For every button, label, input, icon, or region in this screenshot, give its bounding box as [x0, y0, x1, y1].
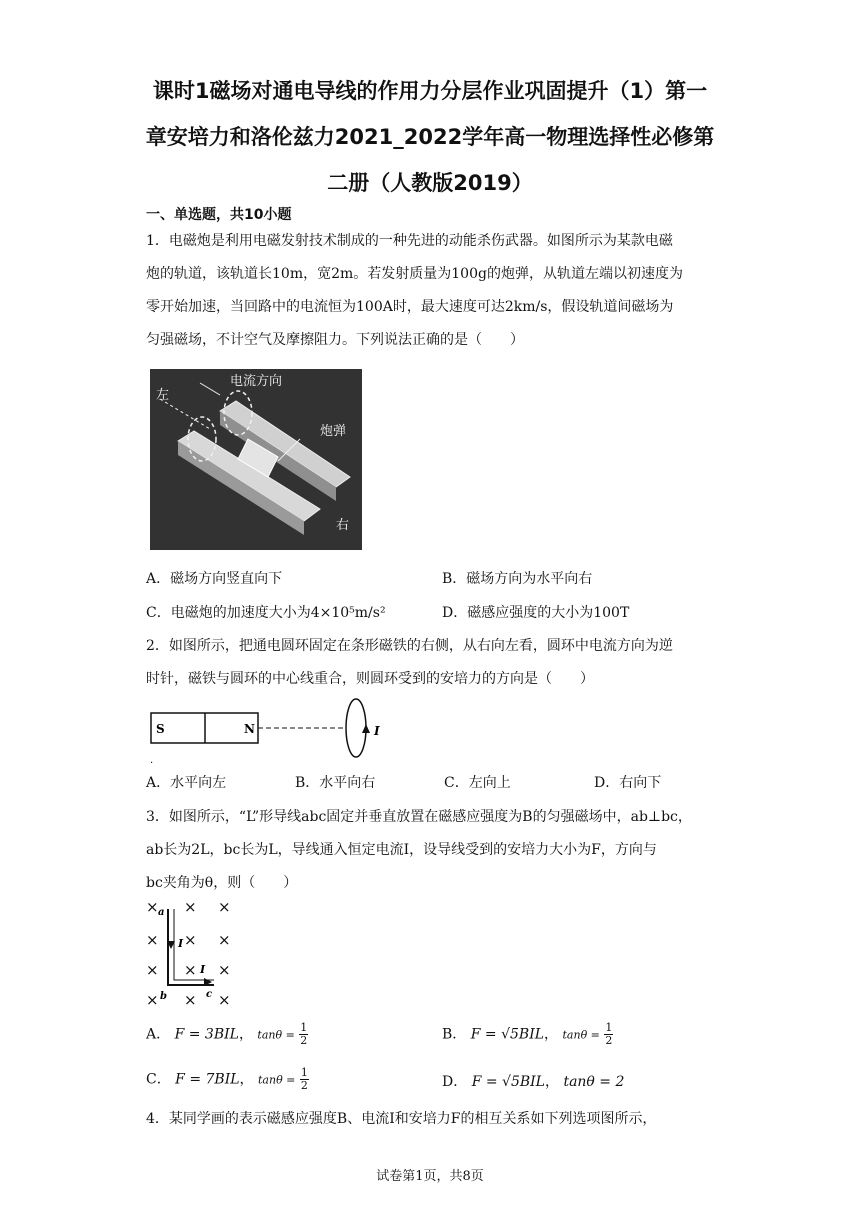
title-line: 课时1磁场对通电导线的作用力分层作业巩固提升（1）第一 [152, 79, 708, 103]
svg-text:×: × [146, 991, 159, 1007]
label-current-direction: 电流方向 [230, 374, 283, 389]
south-pole-label: S [156, 722, 165, 736]
title-line: 章安培力和洛伦兹力2021_2022学年高一物理选择性必修第 [145, 125, 715, 149]
fraction: $\frac{1}{2}$ [300, 1021, 308, 1047]
point-c-label: c [206, 989, 213, 1000]
option-force-formula: F = √5BIL [470, 1026, 545, 1043]
q2-option-d[interactable]: D．右向下 [594, 775, 662, 791]
label-shell: 炮弹 [320, 424, 347, 439]
text-line: 3．如图所示，“L”形导线abc固定并垂直放置在磁感应强度为B的匀强磁场中，ab⊥bc， [146, 809, 692, 825]
text-line: 2．如图所示，把通电圆环固定在条形磁铁的右侧，从右向左看，圆环中电流方向为逆 [146, 638, 673, 654]
svg-text:×: × [184, 961, 197, 979]
page-footer: 试卷第1页，共8页 [376, 1169, 484, 1184]
option-prefix: B． [442, 1026, 467, 1043]
q3-option-b[interactable]: B． F = √5BIL， tanθ = $\frac{1}{2}$ [442, 1021, 613, 1047]
svg-text:.: . [150, 755, 154, 766]
current-label-horizontal: I [200, 963, 206, 976]
point-b-label: b [160, 991, 167, 1002]
q1-option-a[interactable]: A．磁场方向竖直向下 [146, 571, 283, 587]
text-line: 4．某同学画的表示磁感应强度B、电流I和安培力F的相互关系如下列选项图所示， [146, 1111, 657, 1127]
magnet-ring-diagram [148, 697, 398, 767]
svg-text:×: × [184, 991, 197, 1007]
option-prefix: C． [146, 1071, 171, 1088]
railgun-photo [150, 369, 362, 550]
option-tan-formula: tanθ = [258, 1073, 296, 1087]
question-1-text [146, 225, 716, 357]
svg-text:×: × [218, 961, 231, 979]
q3-option-c[interactable]: C． F = 7BIL， tanθ = $\frac{1}{2}$ [146, 1066, 308, 1092]
svg-text:×: × [218, 931, 231, 949]
text-line: 时针，磁铁与圆环的中心线重合，则圆环受到的安培力的方向是（ ） [146, 671, 594, 687]
option-tan-formula: tanθ = 2 [563, 1074, 625, 1090]
question-4-text [146, 1103, 716, 1136]
option-tan-formula: tanθ = [257, 1028, 295, 1042]
svg-text:×: × [184, 898, 197, 916]
fraction: $\frac{1}{2}$ [300, 1066, 308, 1092]
q3-option-d[interactable]: D． F = √5BIL， tanθ = 2 [442, 1074, 625, 1090]
svg-text:×: × [146, 961, 159, 979]
option-prefix: D． [442, 1074, 468, 1090]
svg-text:×: × [218, 898, 231, 916]
q1-option-d[interactable]: D．磁感应强度的大小为100T [442, 605, 630, 621]
l-wire-diagram [146, 895, 246, 1007]
option-tan-formula: tanθ = [562, 1028, 600, 1042]
option-force-formula: F = 7BIL [175, 1071, 240, 1088]
svg-text:×: × [218, 991, 231, 1007]
q1-option-c[interactable]: C．电磁炮的加速度大小为4×10⁵m/s² [146, 605, 386, 621]
text-line: ab长为2L，bc长为L，导线通入恒定电流I，设导线受到的安培力大小为F，方向与 [146, 842, 657, 858]
title-line: 二册（人教版2019） [327, 171, 533, 195]
text-line: bc夹角为θ，则（ ） [146, 875, 298, 891]
svg-text:×: × [146, 931, 159, 949]
q3-option-a[interactable]: A． F = 3BIL， tanθ = $\frac{1}{2}$ [146, 1021, 308, 1047]
page-title [118, 68, 742, 206]
q2-option-c[interactable]: C．左向上 [444, 775, 511, 791]
point-a-label: a [158, 907, 165, 918]
label-left: 左 [156, 388, 170, 403]
q2-option-a[interactable]: A．水平向左 [146, 775, 227, 791]
current-label: I [374, 724, 380, 738]
option-prefix: A． [146, 1026, 171, 1043]
svg-text:×: × [184, 931, 197, 949]
text-line: 零开始加速，当回路中的电流恒为100A时，最大速度可达2km/s，假设轨道间磁场为 [146, 299, 674, 315]
text-line: 炮的轨道，该轨道长10m，宽2m。若发射质量为100g的炮弹，从轨道左端以初速度为 [146, 266, 683, 282]
question-2-text [146, 630, 716, 696]
question-3-text [146, 801, 716, 900]
fraction: $\frac{1}{2}$ [605, 1021, 613, 1047]
label-right: 右 [336, 518, 350, 533]
north-pole-label: N [244, 722, 255, 736]
option-force-formula: F = 3BIL [174, 1026, 239, 1043]
text-line: 1．电磁炮是利用电磁发射技术制成的一种先进的动能杀伤武器。如图所示为某款电磁 [146, 233, 673, 249]
q2-option-b[interactable]: B．水平向右 [295, 775, 376, 791]
option-force-formula: F = √5BIL [471, 1074, 545, 1090]
current-label-vertical: I [178, 937, 184, 950]
svg-text:×: × [146, 898, 159, 916]
section-heading: 一、单选题，共10小题 [146, 207, 292, 223]
text-line: 匀强磁场，不计空气及摩擦阻力。下列说法正确的是（ ） [146, 332, 524, 348]
q1-option-b[interactable]: B．磁场方向为水平向右 [442, 571, 593, 587]
